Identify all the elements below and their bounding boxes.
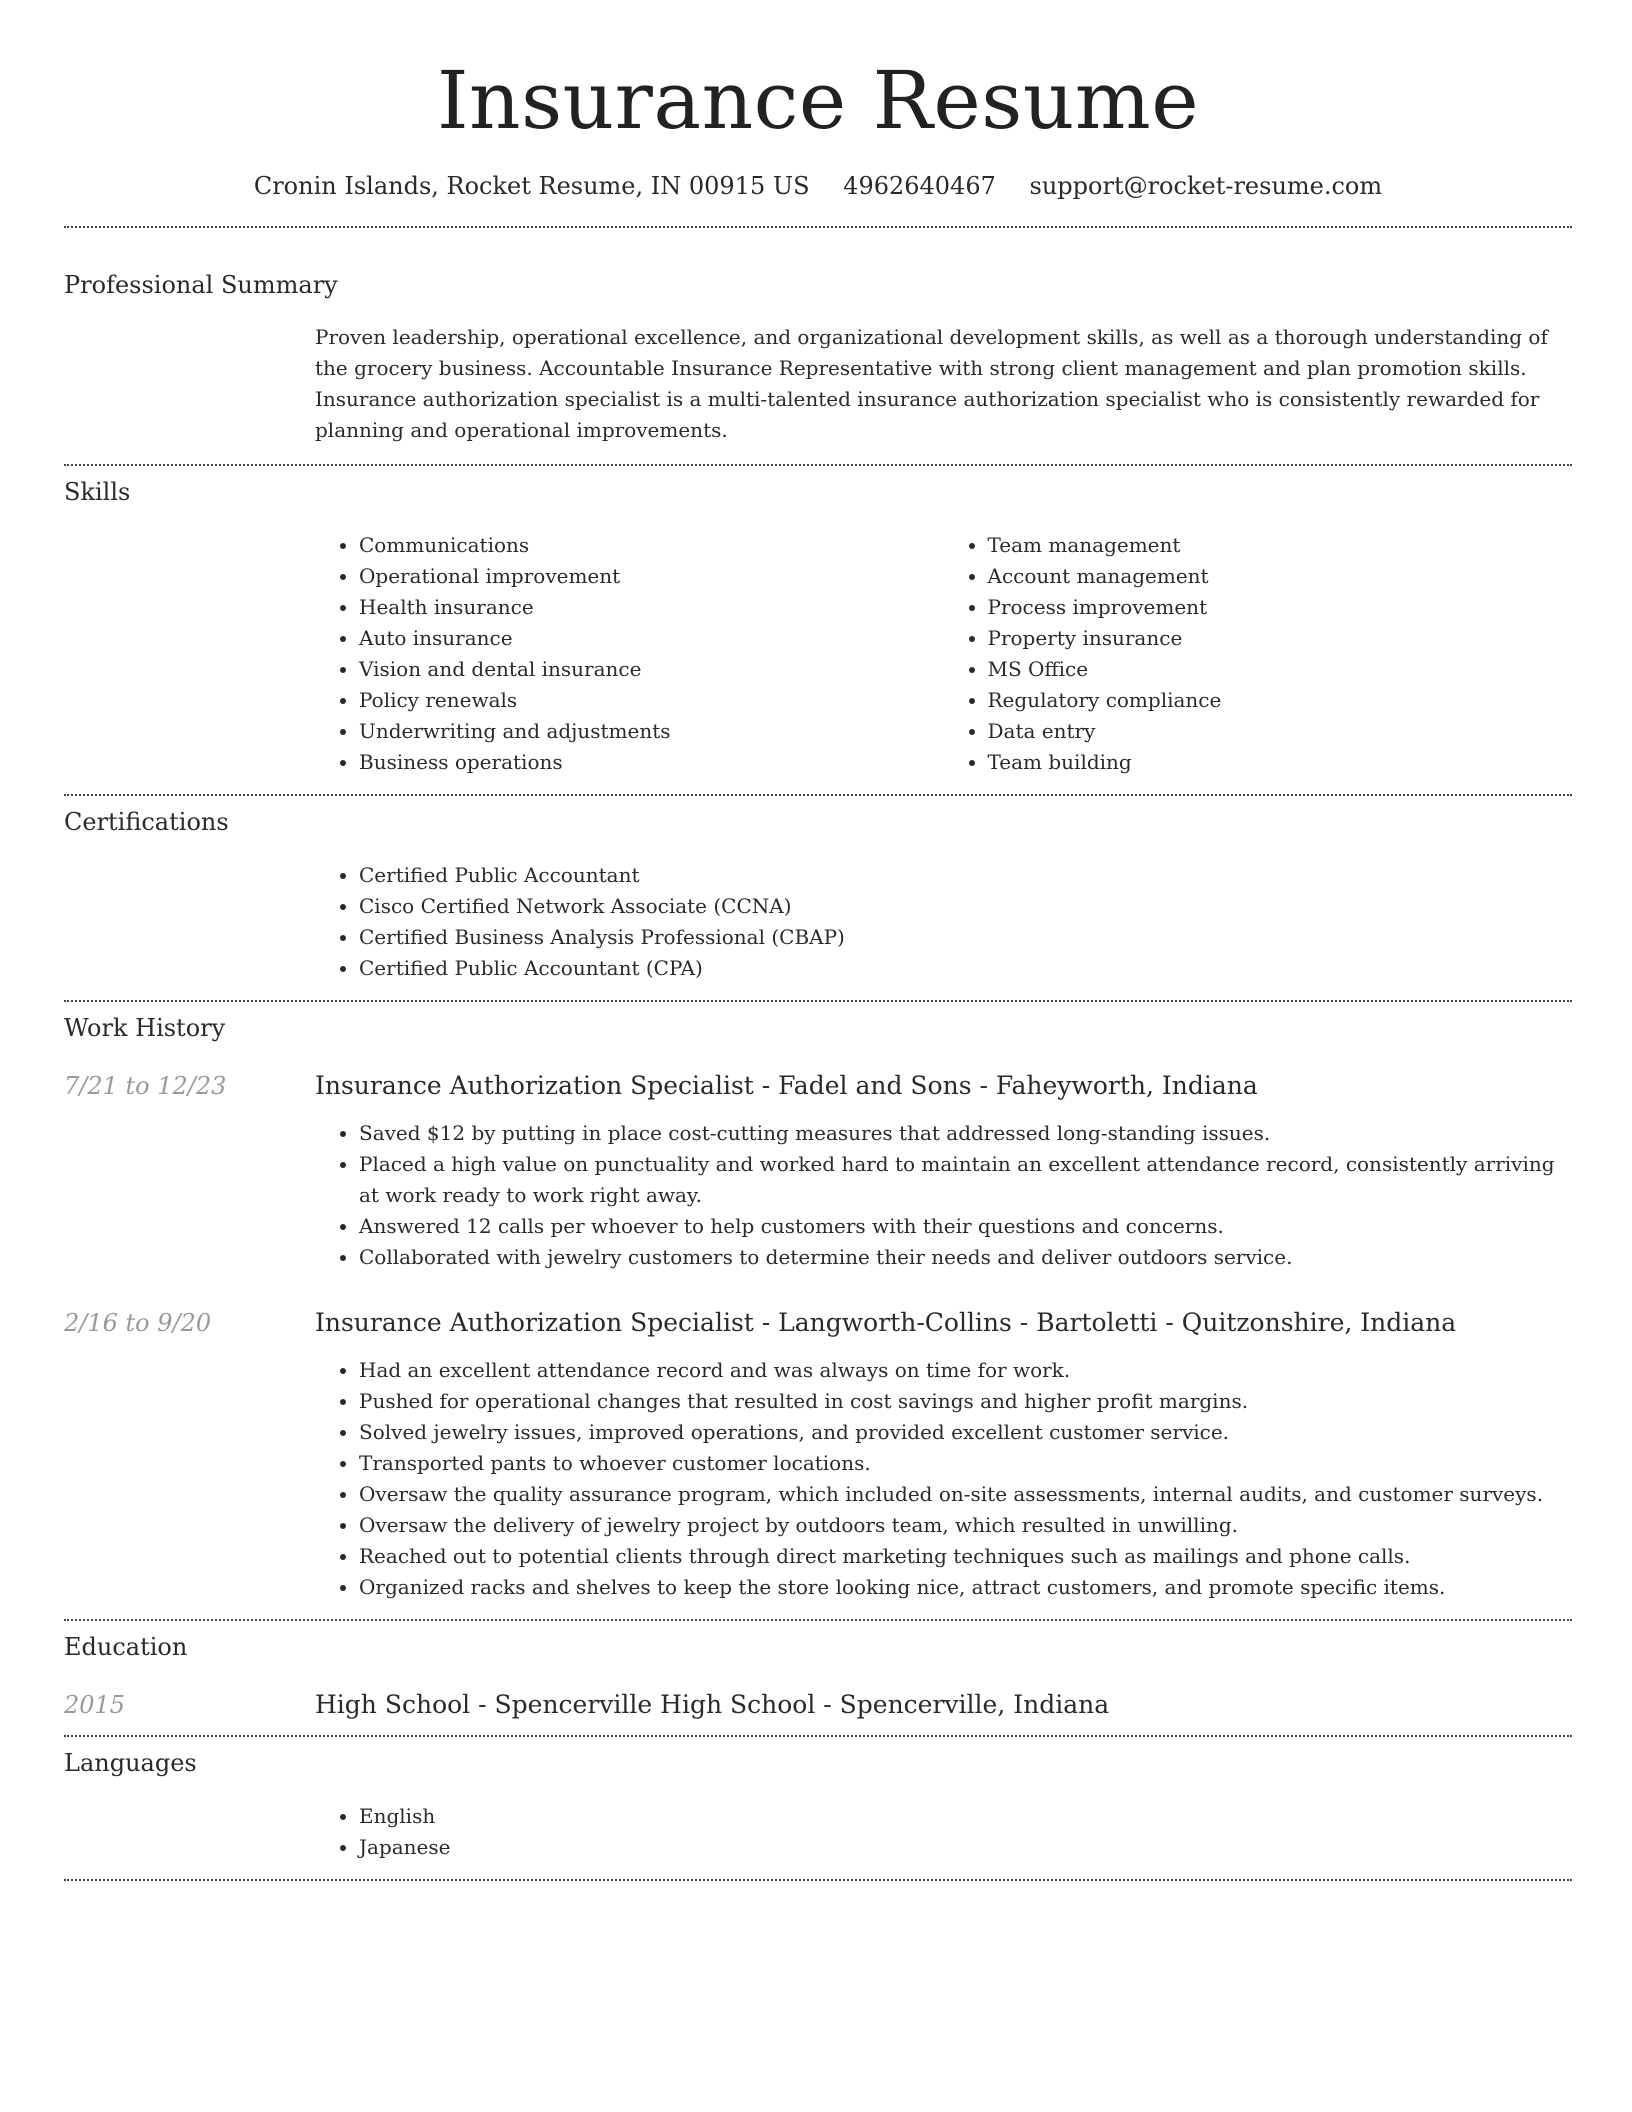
work-history-section xyxy=(64,1012,1572,1603)
section-divider xyxy=(64,464,1572,466)
skill-item: • Vision and dental insurance xyxy=(359,654,944,685)
skill-item: • Team building xyxy=(988,747,1573,778)
section-divider xyxy=(64,1619,1572,1621)
languages-list xyxy=(315,1801,1572,1863)
job-title: Insurance Authorization Specialist - Langworth-Collins - Bartoletti - Quitzonshire, Indiana xyxy=(315,1308,1457,1337)
certifications-section xyxy=(64,806,1572,984)
skill-item: • Underwriting and adjustments xyxy=(359,716,944,747)
certification-item: • Certified Public Accountant xyxy=(359,860,1572,891)
job-bullet: • Solved jewelry issues, improved operations, and provided excellent customer service. xyxy=(359,1417,1572,1448)
contact-phone: 4962640467 xyxy=(843,172,996,200)
job-bullet: • Oversaw the delivery of jewelry project by outdoors team, which resulted in unwilling. xyxy=(359,1510,1572,1541)
job-details xyxy=(315,1118,1572,1273)
job-bullets xyxy=(315,1355,1572,1603)
languages-heading: Languages xyxy=(64,1749,197,1777)
section-divider xyxy=(64,1735,1572,1737)
job-title: Insurance Authorization Specialist - Fadel and Sons - Faheyworth, Indiana xyxy=(315,1071,1258,1100)
resume-name: Insurance Resume xyxy=(436,54,1200,147)
skills-left-column xyxy=(315,530,944,778)
skill-item: • Process improvement xyxy=(988,592,1573,623)
contact-address: Cronin Islands, Rocket Resume, IN 00915 US xyxy=(253,172,810,200)
skills-section xyxy=(64,476,1572,778)
job-bullet: • Pushed for operational changes that resulted in cost savings and higher profit margins. xyxy=(359,1386,1572,1417)
work-history-heading: Work History xyxy=(64,1014,226,1042)
resume-page xyxy=(64,0,1572,1881)
skill-item: • Health insurance xyxy=(359,592,944,623)
languages-body xyxy=(315,1801,1572,1863)
education-section xyxy=(64,1631,1572,1721)
skill-item: • Account management xyxy=(988,561,1573,592)
certification-item: • Cisco Certified Network Associate (CCNA) xyxy=(359,891,1572,922)
skill-item: • Business operations xyxy=(359,747,944,778)
education-title: High School - Spencerville High School - Spencerville, Indiana xyxy=(315,1690,1110,1719)
job-entry xyxy=(64,1307,1572,1339)
skill-item: • Team management xyxy=(988,530,1573,561)
skill-item: • Property insurance xyxy=(988,623,1573,654)
skills-heading: Skills xyxy=(64,478,131,506)
skill-item: • Communications xyxy=(359,530,944,561)
job-bullet: • Transported pants to whoever customer locations. xyxy=(359,1448,1572,1479)
skill-item: • Data entry xyxy=(988,716,1573,747)
contact-line xyxy=(64,168,1572,204)
section-divider xyxy=(64,226,1572,228)
language-item: • Japanese xyxy=(359,1832,1572,1863)
job-bullet: • Had an excellent attendance record and was always on time for work. xyxy=(359,1355,1572,1386)
certifications-body xyxy=(315,860,1572,984)
job-bullet: • Collaborated with jewelry customers to determine their needs and deliver outdoors service. xyxy=(359,1242,1572,1273)
job-bullet: • Answered 12 calls per whoever to help customers with their questions and concerns. xyxy=(359,1211,1572,1242)
skill-item: • Auto insurance xyxy=(359,623,944,654)
job-dates: 2/16 to 9/20 xyxy=(64,1309,212,1337)
summary-section xyxy=(64,269,1572,446)
contact-email: support@rocket-resume.com xyxy=(1029,172,1383,200)
job-bullet: • Oversaw the quality assurance program, which included on-site assessments, internal audits, and customer surveys. xyxy=(359,1479,1572,1510)
education-heading: Education xyxy=(64,1633,188,1661)
skill-item: • MS Office xyxy=(988,654,1573,685)
section-divider xyxy=(64,794,1572,796)
certification-item: • Certified Business Analysis Professional (CBAP) xyxy=(359,922,1572,953)
summary-text: Proven leadership, operational excellence, and organizational development skills, as well as a thorough understanding of the grocery business. Accountable Insurance Representative with strong client management and plan promotion skills. Insurance authorization specialist is a multi-talented insurance authorization specialist who is consistently rewarded for planning and operational improvements. xyxy=(315,325,1548,442)
job-entry xyxy=(64,1070,1572,1102)
language-item: • English xyxy=(359,1801,1572,1832)
section-divider xyxy=(64,1879,1572,1881)
skills-right-column xyxy=(944,530,1573,778)
education-year: 2015 xyxy=(64,1691,126,1719)
education-entry xyxy=(64,1689,1572,1721)
job-details xyxy=(315,1355,1572,1603)
certifications-list xyxy=(315,860,1572,984)
certifications-heading: Certifications xyxy=(64,808,229,836)
skills-list xyxy=(315,530,1572,778)
skill-item: • Policy renewals xyxy=(359,685,944,716)
job-dates: 7/21 to 12/23 xyxy=(64,1072,227,1100)
summary-heading: Professional Summary xyxy=(64,271,338,299)
certification-item: • Certified Public Accountant (CPA) xyxy=(359,953,1572,984)
summary-body xyxy=(315,322,1572,446)
languages-section xyxy=(64,1747,1572,1863)
job-bullet: • Placed a high value on punctuality and worked hard to maintain an excellent attendance record, consistently arriving at work ready to work right away. xyxy=(359,1149,1572,1211)
job-bullet: • Saved $12 by putting in place cost-cutting measures that addressed long-standing issues. xyxy=(359,1118,1572,1149)
job-bullet: • Reached out to potential clients through direct marketing techniques such as mailings and phone calls. xyxy=(359,1541,1572,1572)
skill-item: • Regulatory compliance xyxy=(988,685,1573,716)
section-divider xyxy=(64,1000,1572,1002)
job-bullet: • Organized racks and shelves to keep the store looking nice, attract customers, and promote specific items. xyxy=(359,1572,1572,1603)
skill-item: • Operational improvement xyxy=(359,561,944,592)
job-bullets xyxy=(315,1118,1572,1273)
